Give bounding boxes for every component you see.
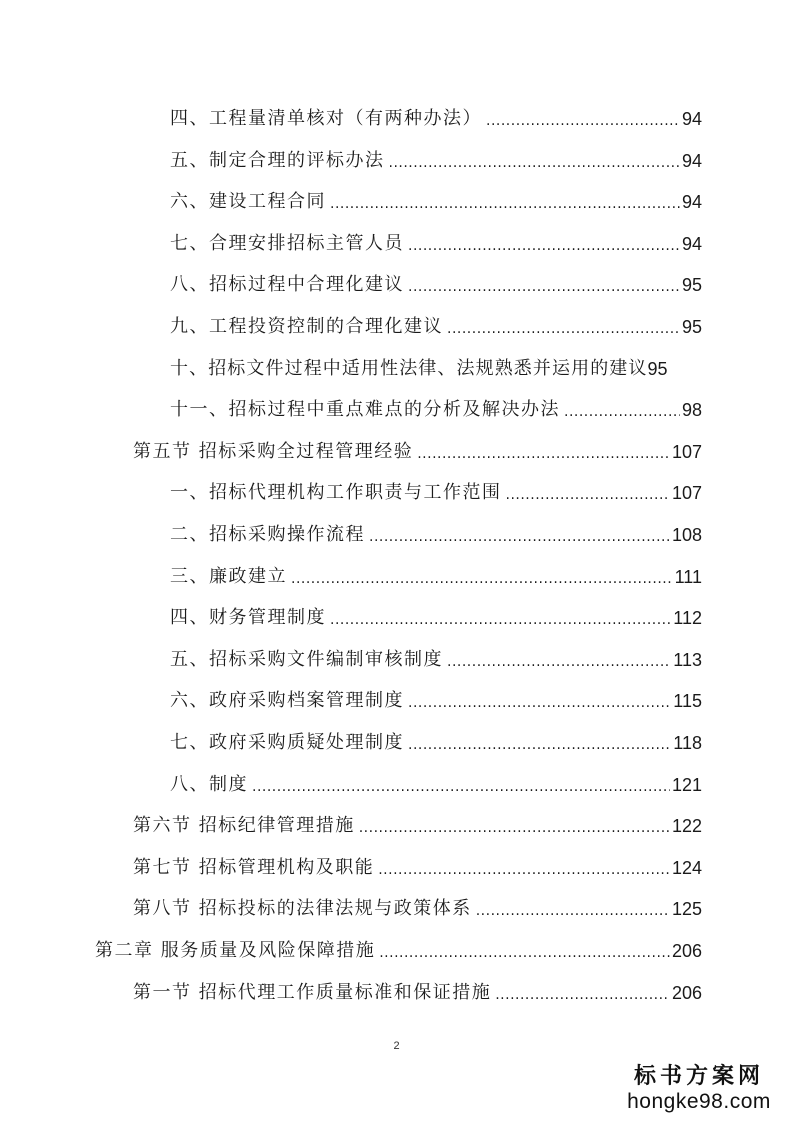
toc-entry[interactable] — [170, 306, 702, 338]
toc-entry-label: 三、廉政建立 — [170, 565, 287, 587]
toc-entry[interactable] — [170, 472, 702, 504]
toc-entry-page: 108 — [671, 525, 702, 545]
toc-entry-page: 94 — [681, 109, 702, 129]
toc-entry-page: 121 — [671, 774, 702, 795]
toc-entry-label: 二、招标采购操作流程 — [170, 524, 365, 545]
toc-entry[interactable] — [170, 140, 702, 172]
toc-entry[interactable] — [133, 431, 702, 463]
toc-entry-page: 95 — [681, 275, 702, 296]
toc-leader-dots — [408, 278, 680, 296]
toc-leader-dots — [408, 736, 671, 754]
watermark-title: 标书方案网 — [633, 1063, 764, 1089]
toc-entry-label: 十一、招标过程中重点难点的分析及解决办法 — [170, 399, 560, 421]
toc-leader-dots — [330, 611, 671, 629]
toc-leader-dots — [495, 986, 670, 1004]
toc-entry-page: 115 — [673, 691, 702, 712]
toc-entry-page: 118 — [673, 733, 702, 753]
toc-entry-label: 五、招标采购文件编制审核制度 — [170, 648, 443, 670]
toc-leader-dots — [447, 320, 680, 338]
toc-leader-dots — [291, 570, 673, 588]
toc-entry-page: 98 — [681, 400, 702, 421]
site-watermark — [619, 1065, 779, 1112]
toc-entry[interactable] — [170, 556, 702, 588]
toc-entry-page: 111 — [674, 566, 702, 587]
toc-leader-dots — [378, 861, 670, 879]
toc-leader-dots — [564, 403, 680, 421]
toc-entry-page: 206 — [671, 982, 702, 1003]
toc-entry-page: 95 — [681, 317, 702, 337]
toc-leader-dots — [417, 445, 670, 463]
toc-entry[interactable] — [170, 264, 702, 296]
toc-leader-dots — [369, 528, 670, 546]
toc-entry-label: 第一节 招标代理工作质量标准和保证措施 — [133, 981, 492, 1003]
toc-leader-dots — [408, 237, 680, 255]
toc-entry-label: 八、招标过程中合理化建议 — [170, 274, 404, 296]
toc-entry-label: 九、工程投资控制的合理化建议 — [170, 316, 443, 337]
toc-entry-label: 第五节 招标采购全过程管理经验 — [133, 440, 414, 462]
toc-leader-dots — [330, 195, 680, 213]
toc-entry-page: 206 — [671, 941, 702, 961]
toc-entry-page: 112 — [673, 608, 702, 629]
toc-entry[interactable] — [95, 930, 702, 962]
toc-leader-dots — [379, 944, 670, 962]
watermark-url: hongke98.com — [627, 1090, 771, 1113]
toc-entry-page: 124 — [671, 857, 702, 878]
toc-entry[interactable] — [133, 972, 702, 1004]
toc-entry[interactable] — [170, 680, 702, 712]
toc-entry[interactable] — [170, 764, 702, 796]
toc-entry-label: 六、政府采购档案管理制度 — [170, 690, 404, 712]
toc-entry-label: 第二章 服务质量及风险保障措施 — [95, 940, 376, 961]
toc-leader-dots — [486, 112, 680, 130]
toc-entry[interactable] — [133, 847, 702, 879]
toc-entry-label: 六、建设工程合同 — [170, 191, 326, 213]
toc-leader-dots — [408, 694, 671, 712]
toc-entry-page: 94 — [681, 150, 702, 171]
toc-leader-dots — [476, 902, 670, 920]
toc-entry-label: 一、招标代理机构工作职责与工作范围 — [170, 482, 502, 504]
toc-entry[interactable] — [170, 722, 702, 754]
toc-entry-page: 107 — [671, 441, 702, 462]
toc-entry-label: 第八节 招标投标的法律法规与政策体系 — [133, 898, 472, 920]
toc-entry[interactable] — [170, 597, 702, 629]
toc-entry-page: 122 — [671, 816, 702, 837]
toc-entry[interactable] — [170, 389, 702, 421]
toc-leader-dots — [252, 778, 670, 796]
toc-entry[interactable] — [170, 639, 702, 671]
toc-entry-page: 94 — [681, 192, 702, 213]
toc-entry[interactable] — [170, 223, 702, 255]
toc-entry-page: 107 — [671, 483, 702, 504]
toc-entry[interactable] — [170, 98, 702, 130]
toc-leader-dots — [389, 154, 680, 172]
toc-entry-label: 七、政府采购质疑处理制度 — [170, 732, 404, 753]
toc-entry-label: 第七节 招标管理机构及职能 — [133, 856, 375, 878]
toc-leader-dots — [506, 486, 670, 504]
toc-entry[interactable] — [133, 805, 702, 837]
page-number: 2 — [393, 1040, 400, 1052]
toc-entry-label: 五、制定合理的评标办法 — [170, 149, 385, 171]
toc-leader-dots — [447, 653, 671, 671]
toc-entry-page: 125 — [671, 899, 702, 920]
toc-entry[interactable] — [133, 888, 702, 920]
toc-entry-label: 第六节 招标纪律管理措施 — [133, 815, 355, 837]
toc-entry-page: 95 — [647, 358, 668, 379]
toc-leader-dots — [359, 819, 670, 837]
toc-entry-page: 113 — [673, 649, 702, 670]
toc-entry[interactable] — [170, 514, 702, 546]
toc-entry[interactable] — [170, 181, 702, 213]
toc-entry[interactable] — [170, 348, 722, 380]
toc-entry-label: 十、招标文件过程中适用性法律、法规熟悉并运用的建议 — [170, 357, 648, 379]
toc-entry-page: 94 — [681, 233, 702, 254]
toc-entry-label: 八、制度 — [170, 773, 248, 795]
toc-entry-label: 四、财务管理制度 — [170, 607, 326, 629]
toc-entry-label: 七、合理安排招标主管人员 — [170, 232, 404, 254]
toc-entry-label: 四、工程量清单核对（有两种办法） — [170, 108, 482, 129]
